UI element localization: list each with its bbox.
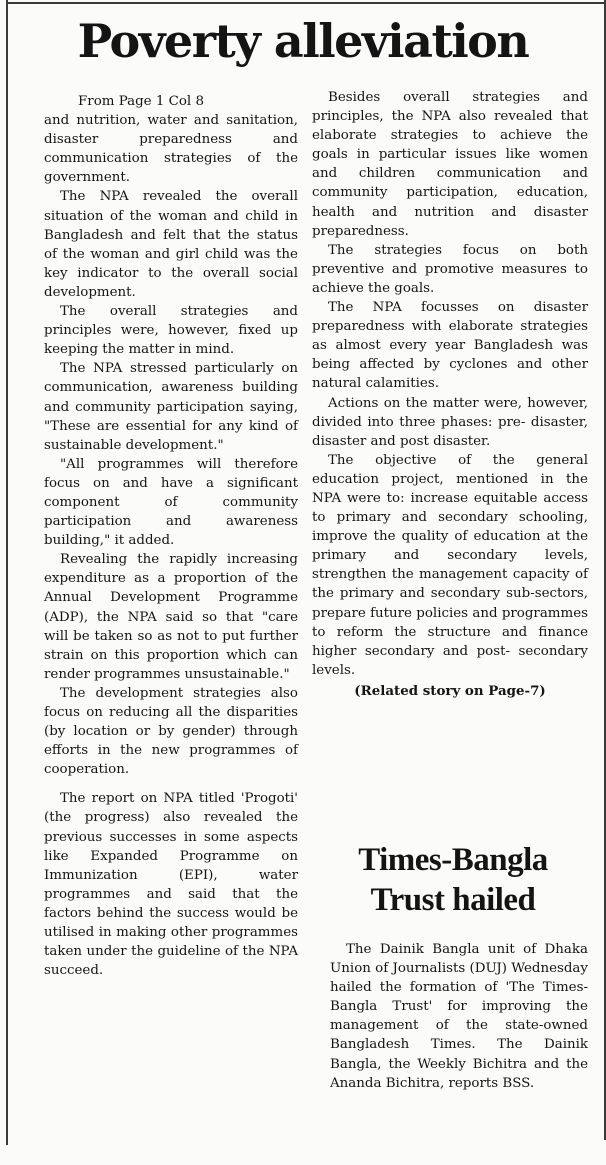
paragraph: The Dainik Bangla unit of Dhaka Union of Journalists (DUJ) Wednesday hailed the formation of 'The Times-Bangla Trust' for improving the management of the state-owned Bangladesh Times. The Dainik Bangla, the Weekly Bichitra and the Ananda Bichitra, reports BSS. bbox=[330, 942, 588, 1091]
paragraph: The overall strategies and principles were, however, fixed up keeping the matter in mind. bbox=[44, 304, 298, 358]
paragraph: The development strategies also focus on reducing all the disparities (by location or by gender) through efforts in the new programmes of cooperation. bbox=[44, 685, 298, 778]
paragraph: Besides overall strategies and principles, the NPA also revealed that elaborate strategies to achieve the goals in particular issues like women and children communication and community participation, education, health and nutrition and disaster preparedness. bbox=[312, 90, 588, 239]
paragraph: The NPA revealed the overall situation of the woman and child in Bangladesh and felt that the status of the woman and girl child was the key indicator to the overall social development. bbox=[44, 189, 298, 300]
paragraph: Revealing the rapidly increasing expenditure as a proportion of the Annual Development Programme (ADP), the NPA said so that "care will be taken so as not to put further strain on this proportion which can render programmes unsustainable." bbox=[44, 552, 298, 682]
paragraph: The strategies focus on both preventive and promotive measures to achieve the goals. bbox=[312, 242, 588, 296]
paragraph-gap bbox=[44, 779, 298, 789]
paragraph: Actions on the matter were, however, divided into three phases: pre- disaster, disaster and post disaster. bbox=[312, 395, 588, 449]
paragraph: The NPA focusses on disaster preparedness with elaborate strategies as almost every year Bangladesh was being affected by cyclones and other natural calamities. bbox=[312, 300, 588, 392]
paragraph: The NPA stressed particularly on communication, awareness building and community participation saying, "These are essential for any kind of sustainable development." bbox=[44, 361, 298, 453]
paragraph: "All programmes will therefore focus on and have a significant component of community participation and awareness building," it added. bbox=[44, 456, 298, 549]
second-story-headline-line1: Times-Bangla bbox=[358, 842, 548, 878]
second-story-headline bbox=[318, 840, 588, 920]
paragraph: and nutrition, water and sanitation, disaster preparedness and communication strategies of the government. bbox=[44, 113, 298, 186]
right-column bbox=[312, 88, 588, 701]
top-border-rule bbox=[6, 2, 606, 4]
article-headline: Poverty alleviation bbox=[77, 14, 529, 68]
paragraph: The report on NPA titled 'Progoti' (the progress) also revealed the previous successes in some aspects like Expanded Programme on Immunization (EPI), water programmes and said that the factors behind the success would be utilised in making other programmes taken under the guideline of the NPA succeed. bbox=[44, 791, 298, 979]
related-story-note: (Related story on Page-7) bbox=[354, 682, 546, 699]
second-story-headline-line2: Trust hailed bbox=[370, 882, 536, 918]
left-column bbox=[44, 92, 298, 980]
paragraph: The objective of the general education project, mentioned in the NPA were to: increase equitable access to primary and secondary schooling, improve the quality of education at the primary and secondary levels, strengthen the management capacity of the primary and secondary sub-sectors, prepare future policies and programmes to reform the structure and finance higher secondary and post- secondary levels. bbox=[312, 452, 588, 678]
second-story-body bbox=[330, 940, 588, 1093]
dateline: From Page 1 Col 8 bbox=[78, 94, 204, 109]
left-border-rule bbox=[6, 0, 8, 1145]
